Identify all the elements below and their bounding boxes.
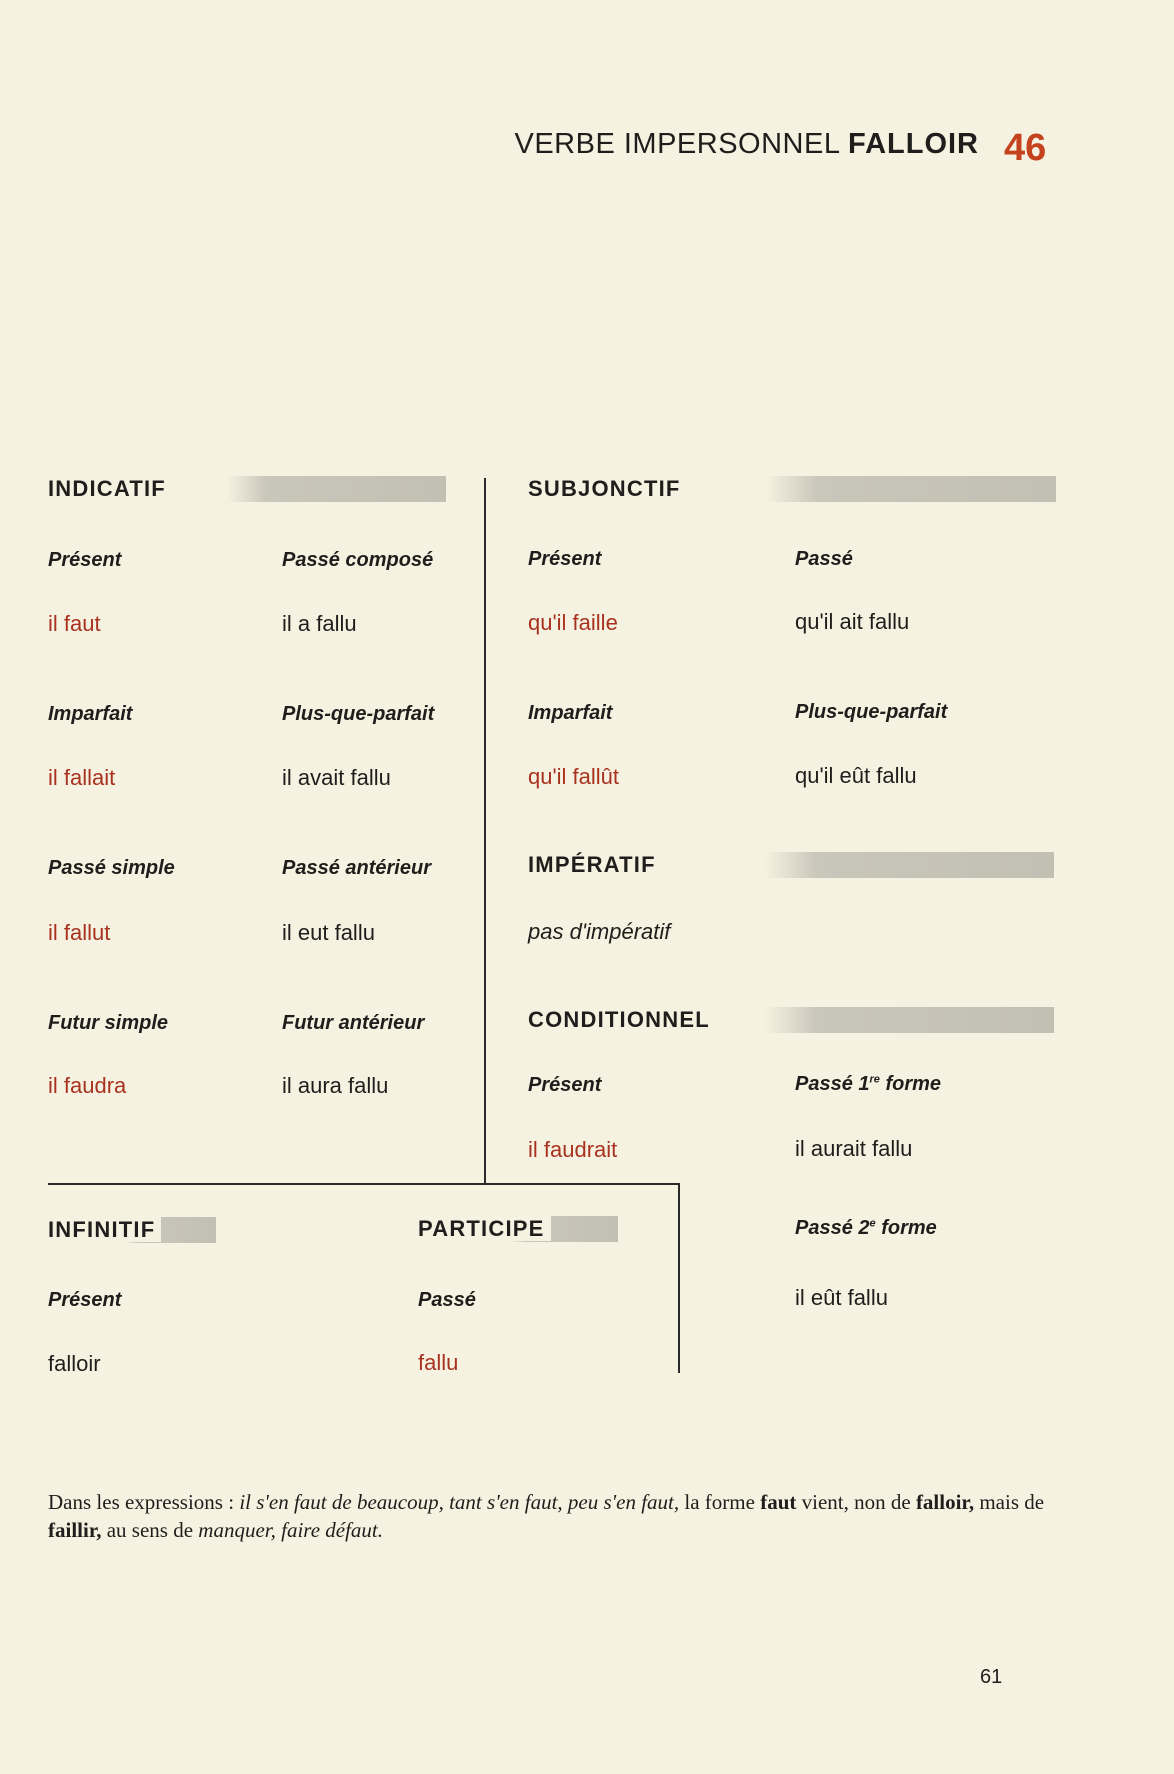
section-indicatif: INDICATIF [48,476,446,502]
subjonctif-tense: Présent [528,548,602,570]
indicatif-form: il eut fallu [282,920,375,945]
subjonctif-form: qu'il faille [528,610,618,635]
conditionnel-tense: Présent [528,1074,602,1096]
participe-tense: Passé [418,1289,476,1311]
horizontal-rule [48,1183,680,1185]
subjonctif-form: qu'il eût fallu [795,763,917,788]
indicatif-tense: Passé antérieur [282,857,431,879]
section-imperatif: IMPÉRATIF [528,852,1054,878]
imperatif-text: pas d'impératif [528,919,671,944]
page-header [514,128,979,161]
indicatif-tense: Imparfait [48,703,133,725]
indicatif-form: il faudra [48,1073,127,1098]
indicatif-form: il avait fallu [282,765,391,790]
conditionnel-tense: Passé 1re forme [795,1073,942,1095]
indicatif-form: il faut [48,611,101,636]
header-prefix: VERBE IMPERSONNEL [514,128,840,160]
infinitif-form: falloir [48,1351,101,1376]
indicatif-form: il aura fallu [282,1073,389,1098]
conditionnel-tense: Passé 2e forme [795,1217,937,1239]
section-subjonctif: SUBJONCTIF [528,476,1056,502]
indicatif-tense: Futur simple [48,1012,169,1034]
subjonctif-form: qu'il fallût [528,764,620,789]
chapter-number: 46 [1004,127,1047,169]
conditionnel-form: il eût fallu [795,1285,888,1310]
subjonctif-form: qu'il ait fallu [795,609,910,634]
indicatif-form: il a fallu [282,611,357,636]
subjonctif-tense: Plus-que-parfait [795,701,948,723]
indicatif-tense: Passé simple [48,857,175,879]
header-verb: FALLOIR [847,128,979,160]
usage-note: Dans les expressions : il s'en faut de beaucoup, tant s'en faut, peu s'en faut, la forme faut vient, non de falloir, mais de faillir, au sens de manquer, faire défaut. [48,1490,1045,1542]
indicatif-form: il fallait [48,765,116,790]
subjonctif-tense: Imparfait [528,702,613,724]
subjonctif-tense: Passé [795,548,853,570]
indicatif-tense: Passé composé [282,549,434,571]
indicatif-tense: Présent [48,549,122,571]
conditionnel-form: il aurait fallu [795,1136,913,1161]
participe-form: fallu [418,1350,459,1375]
indicatif-tense: Plus-que-parfait [282,703,435,725]
infinitif-tense: Présent [48,1289,122,1311]
conditionnel-form: il faudrait [528,1137,618,1162]
indicatif-form: il fallut [48,920,111,945]
section-conditionnel: CONDITIONNEL [528,1007,1054,1033]
section-participe: PARTICIPE [418,1216,618,1242]
indicatif-tense: Futur antérieur [282,1012,425,1034]
section-infinitif: INFINITIF [48,1217,216,1243]
vertical-rule-bottom [678,1183,680,1373]
vertical-rule-main [484,478,486,1183]
page-number: 61 [980,1666,1003,1688]
